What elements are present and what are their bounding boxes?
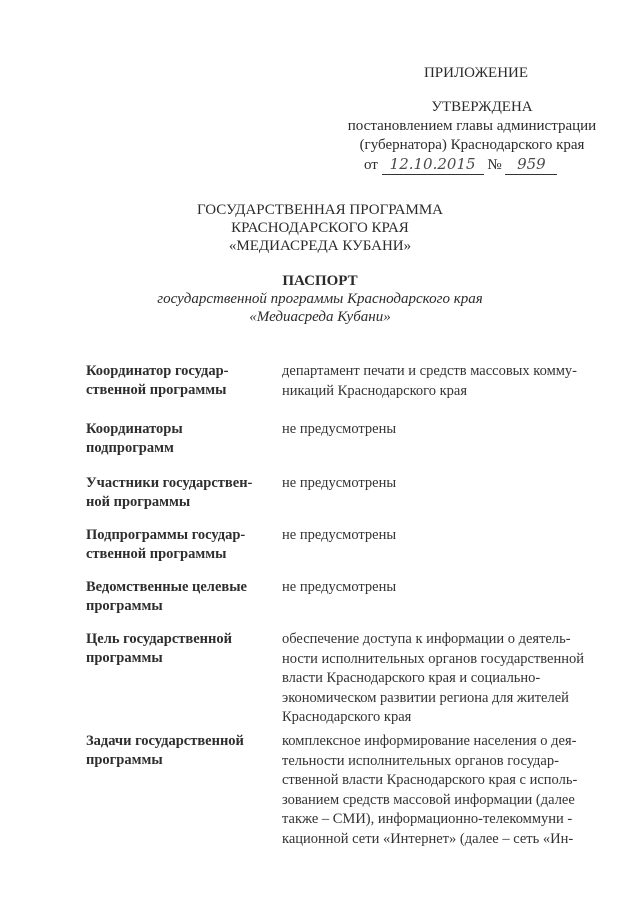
value-line: не предусмотрены — [282, 579, 397, 595]
value-line: обеспечение доступа к информации о деятель- — [282, 631, 571, 647]
passport-row-value — [282, 578, 594, 598]
passport-row-value — [282, 420, 594, 440]
approved-label: УТВЕРЖДЕНА — [431, 99, 533, 115]
label-line: Задачи государственной — [86, 733, 244, 749]
passport-row-label — [86, 630, 264, 668]
value-line: также – СМИ), информационно-телекоммуни - — [282, 811, 573, 827]
label-line: программы — [86, 650, 163, 666]
label-line: программы — [86, 598, 163, 614]
passport-row-value — [282, 362, 594, 401]
passport-subtitle-1: государственной программы Краснодарского края — [157, 291, 483, 307]
passport-row-label — [86, 732, 264, 770]
label-line: Подпрограммы государ- — [86, 527, 246, 543]
label-line: ственной программы — [86, 382, 227, 398]
label-line: Ведомственные целевые — [86, 579, 247, 595]
program-title-line-3: «МЕДИАСРЕДА КУБАНИ» — [228, 238, 412, 254]
number-prefix: № — [487, 157, 502, 173]
passport-row-label — [86, 420, 264, 458]
value-line: не предусмотрены — [282, 527, 397, 543]
label-line: ственной программы — [86, 546, 227, 562]
passport-row-label — [86, 474, 264, 512]
passport-row-value — [282, 474, 594, 494]
program-title-line-2: КРАСНОДАРСКОГО КРАЯ — [231, 220, 409, 236]
appendix-label: ПРИЛОЖЕНИЕ — [423, 65, 529, 81]
date-prefix: от — [364, 157, 378, 173]
value-line: власти Краснодарского края и социально- — [282, 670, 541, 686]
value-line: ственной власти Краснодарского края с исполь- — [282, 772, 578, 788]
label-line: Координаторы — [86, 421, 183, 437]
passport-subtitle-2: «Медиасреда Кубани» — [249, 309, 391, 325]
passport-row-label — [86, 362, 264, 400]
program-title-line-1: ГОСУДАРСТВЕННАЯ ПРОГРАММА — [196, 202, 444, 218]
passport-row-value — [282, 630, 594, 728]
label-line: Цель государственной — [86, 631, 232, 647]
value-line: зованием средств массовой информации (далее — [282, 791, 575, 808]
value-line: кационной сети «Интернет» (далее – сеть «Ин- — [282, 830, 574, 847]
value-line: не предусмотрены — [282, 421, 397, 437]
label-line: Координатор государ- — [86, 363, 229, 379]
passport-heading: ПАСПОРТ — [282, 273, 358, 289]
value-line: ности исполнительных органов государственной — [282, 650, 585, 667]
label-line: программы — [86, 752, 163, 768]
handwritten-number: 959 — [505, 155, 557, 175]
decree-line-2: (губернатора) Краснодарского края — [359, 137, 585, 153]
value-line: экономическом развитии региона для жителей — [282, 689, 569, 706]
value-line: никаций Краснодарского края — [282, 382, 467, 399]
decree-line-1: постановлением главы администрации — [347, 118, 597, 134]
passport-row-value — [282, 732, 594, 849]
label-line: Участники государствен- — [86, 475, 253, 491]
passport-row-label — [86, 526, 264, 564]
passport-row-value — [282, 526, 594, 546]
label-line: подпрограмм — [86, 440, 174, 456]
passport-row-label — [86, 578, 264, 616]
value-line: тельности исполнительных органов государ- — [282, 752, 559, 769]
value-line: не предусмотрены — [282, 475, 397, 491]
date-number-row — [364, 155, 604, 175]
handwritten-date: 12.10.2015 — [382, 155, 484, 175]
value-line: департамент печати и средств массовых комму- — [282, 363, 578, 379]
label-line: ной программы — [86, 494, 191, 510]
value-line: Краснодарского края — [282, 709, 412, 725]
value-line: комплексное информирование населения о дея- — [282, 733, 577, 749]
